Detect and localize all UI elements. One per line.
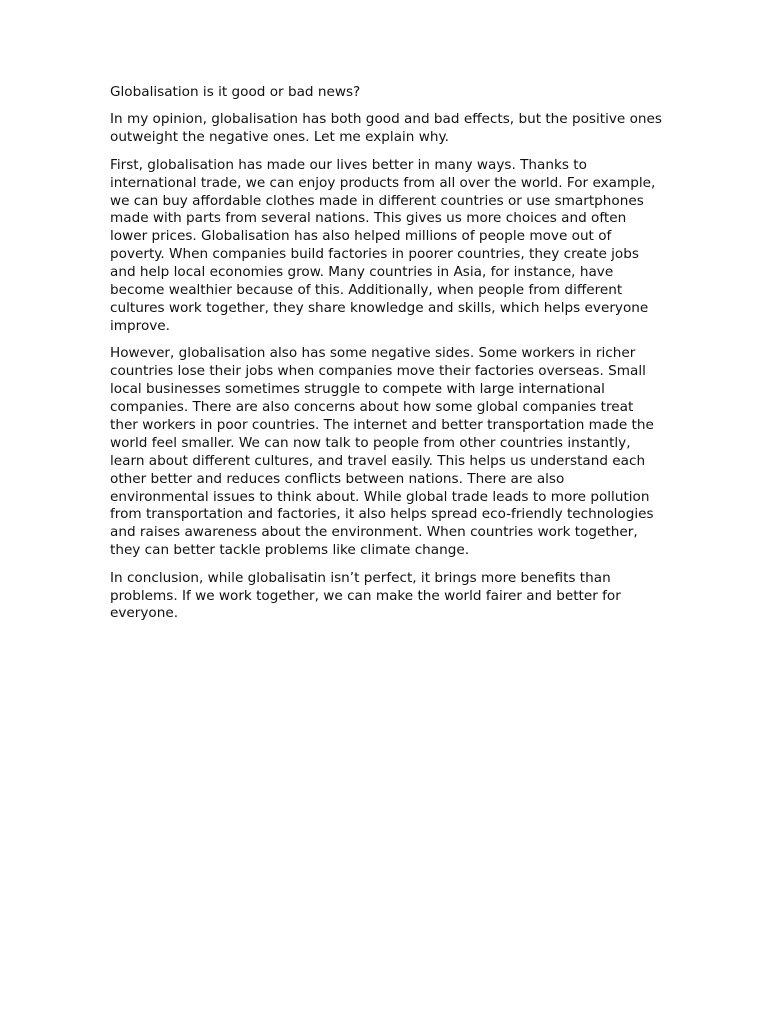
paragraph-positive-effects: First, globalisation has made our lives better in many ways. Thanks to international trade, we can enjoy products from all over the world. For example, we can buy affordable clothes made in different countries or use smartphones made with parts from several nations. This gives us more choices and often lower prices. Globalisation has also helped millions of people move out of poverty. When companies build factories in poorer countries, they create jobs and help local economies grow. Many countries in Asia, for instance, have become wealthier because of this. Additionally, when people from different cultures work together, they share knowledge and skills, which helps everyone improve. (110, 156, 656, 334)
document-page (110, 84, 662, 633)
paragraph-intro: In my opinion, globalisation has both good and bad effects, but the positive ones outweight the negative ones. Let me explain why. (110, 111, 662, 146)
document-title: Globalisation is it good or bad news? (110, 84, 361, 100)
paragraph-conclusion: In conclusion, while globalisatin isn’t perfect, it brings more benefits than problems. If we work together, we can make the world fairer and better for everyone. (110, 569, 621, 622)
paragraph-negative-effects: However, globalisation also has some negative sides. Some workers in richer countries lose their jobs when companies move their factories overseas. Small local businesses sometimes struggle to compete with large international companies. There are also concerns about how some global companies treat ther workers in poor countries. The internet and better transportation made the world feel smaller. We can now talk to people from other countries instantly, learn about different cultures, and travel easily. This helps us understand each other better and reduces conflicts between nations. There are also environmental issues to think about. While global trade leads to more pollution from transportation and factories, it also helps spread eco-friendly technologies and raises awareness about the environment. When countries work together, they can better tackle problems like climate change. (110, 345, 654, 559)
